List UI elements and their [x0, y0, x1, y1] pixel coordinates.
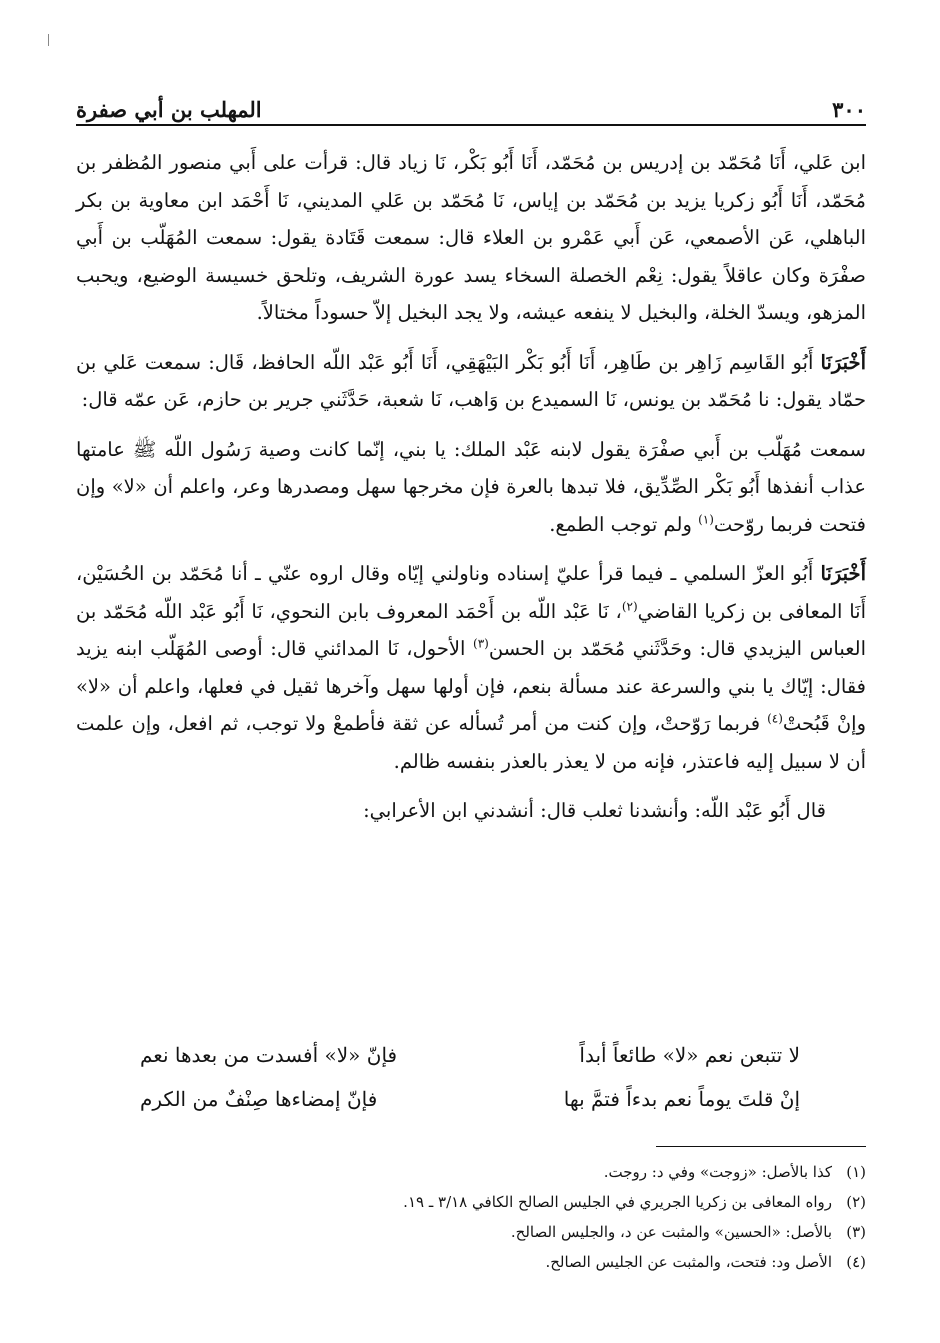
paragraph-text: سمعت مُهَلّب بن أَبي صفْرَة يقول لابنه عَبْد الملك: يا بني، إنّما كانت وصية رَسُول اللّه ﷺ عامتها عذاب أنفذها أَبُو بَكْر الصِّدِّيق، فلا تبدها بالعرة فإن مخرجها سهل ومصدرها وعر، واعلم أن «لا» وإن فتحت فربما روّحت	[76, 437, 866, 536]
footnote-rule	[656, 1146, 866, 1147]
paragraph-2	[76, 344, 866, 419]
footnote-text: رواه المعافى بن زكريا الجريري في الجليس الصالح الكافي ٣/١٨ ـ ١٩.	[403, 1193, 832, 1211]
footnote-number: (٣)	[846, 1223, 866, 1241]
paragraph-4	[76, 555, 866, 780]
paragraph-text: ولم توجب الطمع.	[549, 512, 699, 536]
footnote-number: (٢)	[846, 1193, 866, 1211]
paragraph-text: أَبُو العزّ السلمي ـ فيما قرأ عليّ إسناده وناولني إيّاه وقال اروه عنّي ـ أنا مُحَمّد بن الحُسَيْن، أَنَا المعافى بن زكريا القاضي	[76, 562, 866, 623]
footnote-ref-4[interactable]: (٤)	[767, 711, 783, 726]
paragraph-1	[76, 144, 866, 332]
poem	[140, 1033, 800, 1121]
verse-first-half: لا تتبعن نعم «لا» طائعاً أبداً	[579, 1043, 800, 1067]
footnote-text: بالأصل: «الحسين» والمثبت عن د، والجليس الصالح.	[510, 1223, 832, 1241]
footnote-number: (١)	[846, 1163, 866, 1181]
paragraph-5	[76, 792, 866, 830]
header-rule	[76, 124, 866, 126]
paragraph-text: ابن عَلي، أَنَا مُحَمّد بن إدريس بن مُحَمّد، أَنَا أَبُو بَكْر، نَا زياد قال: قرأت على أَبي منصور المُظفر بن مُحَمّد، أَنَا أَبُو زكريا يزيد بن مُحَمّد بن إياس، نَا مُحَمّد بن عَلي المديني، نَا أَحْمَد ابن معاوية بن بكر الباهلي، عَن الأصمعي، عَن أَبي عَمْرو بن العلاء قال: سمعت قَتَادة يقول: سمعت المُهَلّب بن أَبي صفْرَة وكان عاقلاً يقول: نِعْم الخصلة السخاء يسد عورة الشريف، وتلحق خسيسة الوضيع، ويحبب المزهو، ويسدّ الخلة، والبخيل لا ينفعه عيشه، ولا يجد البخيل إلاّ حسوداً مختالاً.	[76, 151, 866, 324]
footnote-number: (٤)	[846, 1253, 866, 1271]
paragraph-text: أَبُو القَاسِم زَاهِر بن طَاهِر، أَنَا أَبُو بَكْر البَيْهَقِي، أَنَا أَبُو عَبْد اللّه الحافظ، قَال: سمعت عَلي بن حمّاد يقول: نا مُحَمّد بن يونس، نَا السميدع بن وَاهب، نَا شعبة، حَدَّثَني جرير بن حازم، عَن عمّه قال:	[76, 350, 866, 411]
page-number: ٣٠٠	[832, 97, 866, 122]
footnote-ref-1[interactable]: (١)	[698, 512, 714, 526]
page-header	[76, 88, 866, 122]
scan-mark	[48, 34, 49, 46]
footnote-3	[76, 1217, 866, 1247]
footnote-2	[76, 1187, 866, 1217]
footnote-text: الأصل ود: فتحت، والمثبت عن الجليس الصالح.	[545, 1253, 832, 1271]
footnote-text: كذا بالأصل: «زوجت» وفي د: روجت.	[603, 1163, 832, 1181]
paragraph-text: قال أَبُو عَبْد اللّه: وأنشدنا ثعلب قال: أنشدني ابن الأعرابي:	[363, 799, 826, 822]
verse-second-half: فإنّ إمضاءها صِنْفٌ من الكرم	[140, 1087, 378, 1111]
paragraph-text: الأحول، نَا المدائني قال: أوصى المُهَلّب ابنه يزيد فقال: إيّاك يا بني والسرعة عند مسألة بنعم، فإن أولها سهل وآخرها ثقيل في فعلها، واعلم أن «لا» وإنْ قَبُحتْ	[76, 637, 867, 735]
paragraph-text: ، نَا عَبْد اللّه بن أَحْمَد المعروف بابن النحوي، نَا أَبُو عَبْد اللّه مُحَمّد بن العباس اليزيدي قال: وحَدَّثَني مُحَمّد بن الحسن	[76, 599, 866, 660]
verse-first-half: إنْ قلتَ يوماً نعم بدءاً فتمَّ بها	[563, 1087, 800, 1111]
running-title: المهلب بن أبي صفرة	[76, 97, 262, 122]
footnote-1	[76, 1157, 866, 1187]
footnotes	[76, 1157, 866, 1277]
verse-line	[140, 1033, 800, 1077]
verse-second-half: فإنّ «لا» أفسدت من بعدها نعم	[140, 1043, 398, 1067]
verse-line	[140, 1077, 800, 1121]
lead-word: أَخْبَرَنَا	[820, 350, 866, 374]
footnote-ref-2[interactable]: (٢)	[621, 599, 638, 613]
lead-word: أَخْبَرَنَا	[820, 562, 866, 585]
main-text	[76, 144, 866, 842]
footnote-ref-3[interactable]: (٣)	[473, 636, 489, 651]
paragraph-text: فربما رَوّحتْ، وإن كنت من أمر تُسأله عن ثقة فأطمعْ ولا توجب، ثم افعل، وإن علمت أن لا سبيل إليه فاعتذر، فإنه من لا يعذر بالعذر بنفسه ظالم.	[76, 712, 866, 773]
footnote-4	[76, 1247, 866, 1277]
paragraph-3	[76, 431, 866, 544]
